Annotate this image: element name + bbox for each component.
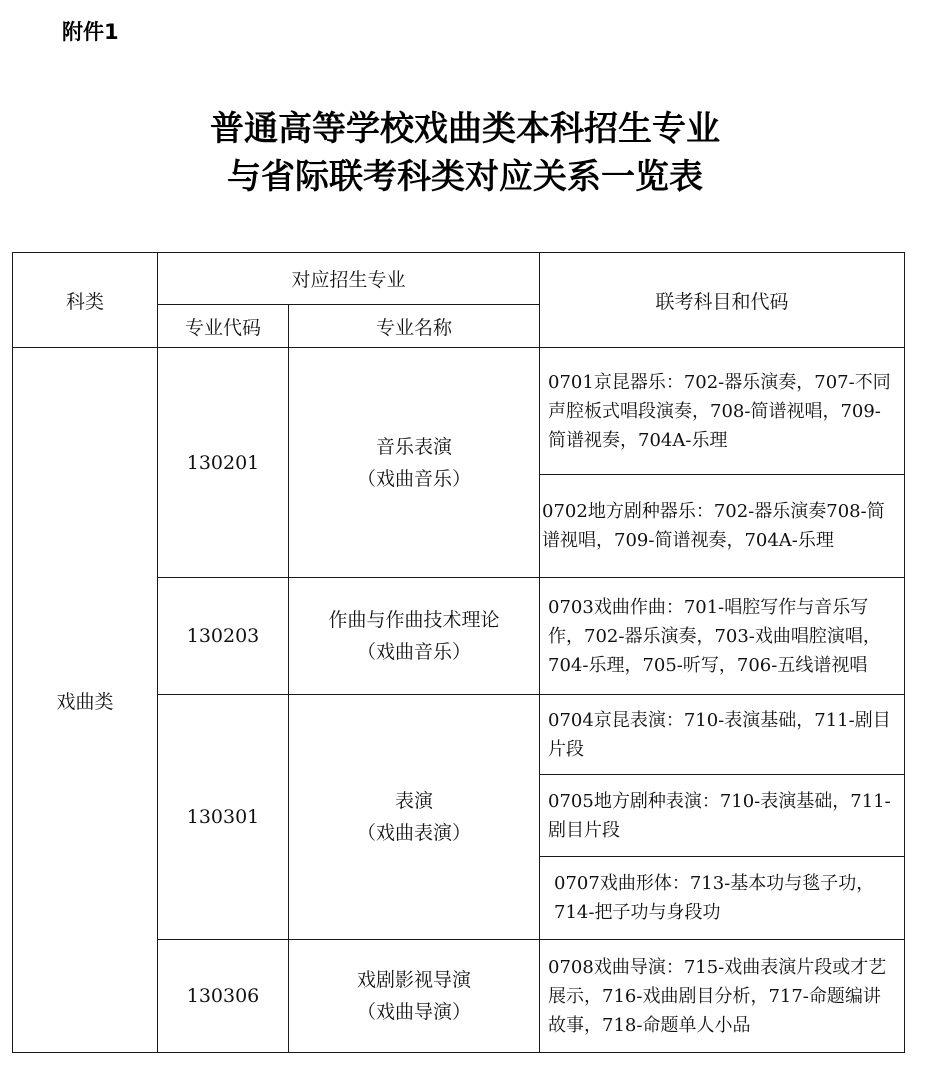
major-name-sub: （戏曲音乐）: [357, 467, 472, 490]
exam-subjects-cell: 0707戏曲形体：713-基本功与毯子功，714-把子功与身段功: [540, 857, 905, 940]
header-major-code: 专业代码: [158, 305, 289, 348]
major-name-sub: （戏曲表演）: [357, 822, 472, 844]
exam-subjects-cell: 0705地方剧种表演：710-表演基础，711-剧目片段: [540, 775, 905, 857]
major-code-cell: 130306: [158, 940, 289, 1053]
category-cell: 戏曲类: [13, 348, 158, 1053]
major-code-cell: 130301: [158, 695, 289, 940]
major-name: 音乐表演: [376, 435, 453, 458]
major-name: 表演: [395, 790, 434, 812]
major-name-cell: [289, 695, 540, 940]
major-name: 戏剧影视导演: [357, 969, 472, 991]
document-title-line1: 普通高等学校戏曲类本科招生专业: [210, 109, 720, 149]
major-code-cell: 130203: [158, 578, 289, 695]
header-exam-subjects: 联考科目和代码: [540, 253, 905, 348]
correspondence-table: [12, 252, 905, 1053]
major-name-sub: （戏曲导演）: [357, 1001, 472, 1023]
major-name-cell: [289, 578, 540, 695]
exam-subjects-cell: 0704京昆表演：710-表演基础，711-剧目片段: [540, 695, 905, 775]
major-name: 作曲与作曲技术理论: [328, 609, 500, 631]
major-name-cell: [289, 348, 540, 578]
exam-subjects-cell: 0708戏曲导演：715-戏曲表演片段或才艺展示，716-戏曲剧目分析，717-命题编讲故事，718-命题单人小品: [540, 940, 905, 1053]
header-category: 科类: [13, 253, 158, 348]
major-code-cell: 130201: [158, 348, 289, 578]
major-name-cell: [289, 940, 540, 1053]
table-row: [13, 348, 905, 475]
header-major-name: 专业名称: [289, 305, 540, 348]
major-name-sub: （戏曲音乐）: [357, 641, 472, 663]
exam-subjects-cell: 0703戏曲作曲：701-唱腔写作与音乐写作，702-器乐演奏，703-戏曲唱腔演唱，704-乐理，705-听写，706-五线谱视唱: [540, 578, 905, 695]
header-major-group: 对应招生专业: [158, 253, 540, 305]
document-title-line2: 与省际联考科类对应关系一览表: [227, 157, 703, 197]
exam-subjects-cell: 0701京昆器乐：702-器乐演奏，707-不同声腔板式唱段演奏，708-简谱视唱，709-简谱视奏，704A-乐理: [540, 348, 905, 475]
attachment-label: 附件1: [62, 20, 119, 44]
header-row-1: [13, 253, 905, 305]
exam-subjects-cell: 0702地方剧种器乐：702-器乐演奏708-简谱视唱，709-简谱视奏，704A-乐理: [540, 475, 905, 578]
